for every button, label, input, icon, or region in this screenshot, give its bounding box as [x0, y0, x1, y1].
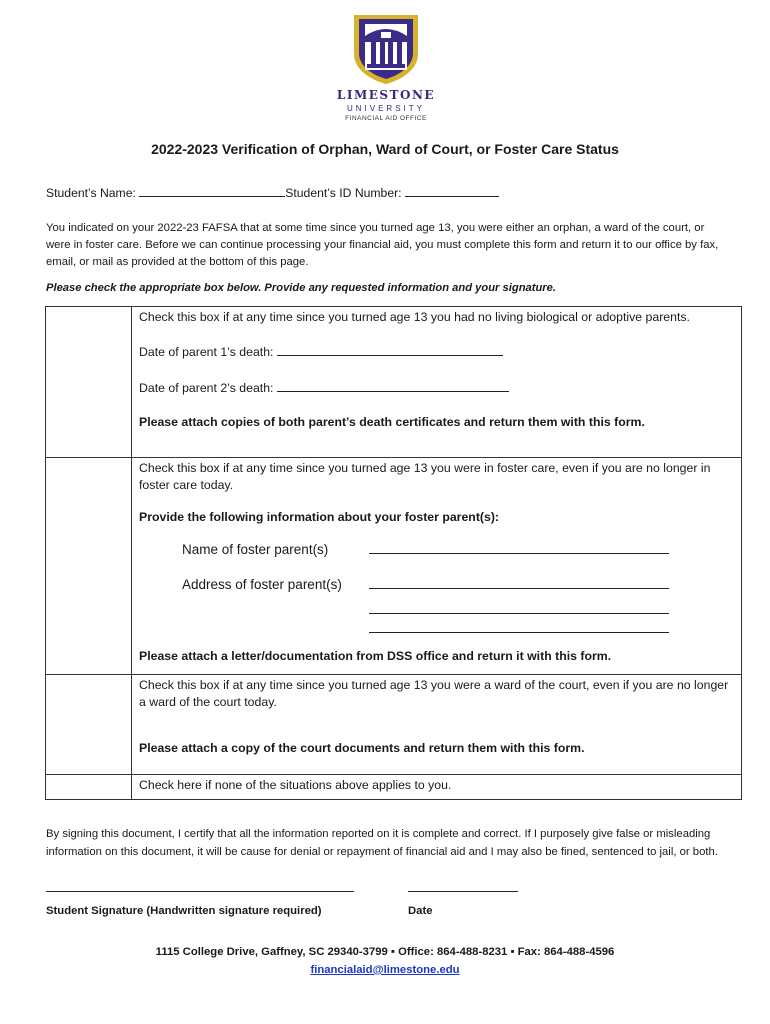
footer-email-wrap — [0, 964, 770, 976]
orphan-content — [139, 309, 731, 431]
orphan-checkbox[interactable] — [46, 307, 132, 457]
foster-name-field[interactable] — [369, 540, 669, 554]
logo-subtitle: UNIVERSITY — [346, 104, 425, 113]
instruction-text: Please check the appropriate box below. Provide any requested information and your signature. — [46, 282, 556, 294]
foster-address-field-1[interactable] — [369, 575, 669, 589]
foster-name-label: Name of foster parent(s) — [182, 542, 329, 557]
options-table — [45, 306, 742, 800]
none-text: Check here if none of the situations above applies to you. — [139, 778, 452, 792]
footer-email-link[interactable]: financialaid@limestone.edu — [310, 964, 460, 976]
foster-address-field-2[interactable] — [369, 595, 669, 614]
none-checkbox[interactable] — [46, 775, 132, 799]
parent1-death-line — [139, 342, 731, 361]
foster-checkbox[interactable] — [46, 458, 132, 674]
student-name-field[interactable] — [139, 183, 285, 197]
student-signature-label: Student Signature (Handwritten signature required) — [46, 905, 322, 917]
option-row-orphan — [46, 307, 741, 457]
foster-name-line — [182, 540, 731, 560]
foster-address-label: Address of foster parent(s) — [182, 577, 342, 592]
option-row-ward — [46, 674, 741, 774]
parent1-death-field[interactable] — [277, 342, 503, 356]
parent1-death-label: Date of parent 1’s death: — [139, 345, 277, 359]
option-row-foster — [46, 457, 741, 674]
crest-icon — [351, 12, 421, 86]
orphan-text: Check this box if at any time since you turned age 13 you had no living biological or adoptive parents. — [139, 310, 690, 324]
footer-address: 1115 College Drive, Gaffney, SC 29340-3799 ▪ Office: 864-488-8231 ▪ Fax: 864-488-4596 — [155, 946, 615, 958]
form-title: 2022-2023 Verification of Orphan, Ward of Court, or Foster Care Status — [151, 141, 619, 157]
intro-paragraph: You indicated on your 2022-23 FAFSA that at some time since you turned age 13, you were either an orphan, a ward of the court, or were in foster care. Before we can continue processing your financial aid, you must complete this form and return it to our office by fax, email, or mail as provided at the bottom of this page. — [46, 222, 719, 268]
foster-provide-heading: Provide the following information about your foster parent(s): — [139, 510, 500, 524]
foster-address-extra — [369, 595, 731, 633]
parent2-death-label: Date of parent 2’s death: — [139, 381, 277, 395]
ward-content — [139, 677, 731, 757]
date-label: Date — [408, 905, 433, 917]
orphan-attach-note: Please attach copies of both parent’s death certificates and return them with this form. — [139, 415, 645, 429]
ward-checkbox[interactable] — [46, 675, 132, 774]
foster-address-field-3[interactable] — [369, 614, 669, 633]
option-row-none — [46, 774, 741, 799]
student-info-line — [46, 183, 499, 202]
logo-office: FINANCIAL AID OFFICE — [345, 115, 427, 122]
student-id-field[interactable] — [405, 183, 499, 197]
date-field[interactable] — [408, 891, 518, 892]
ward-attach-note: Please attach a copy of the court documents and return them with this form. — [139, 741, 585, 755]
university-logo — [330, 12, 442, 124]
parent2-death-line — [139, 378, 731, 397]
student-name-label: Student’s Name: — [46, 186, 140, 200]
student-id-label: Student’s ID Number: — [285, 186, 405, 200]
certification-paragraph: By signing this document, I certify that all the information reported on it is complete and correct. If I purposely give false or misleading information on this document, it will be cause for denial or repayment of financial aid and I may also be fined, sentenced to jail, or both. — [46, 828, 718, 858]
parent2-death-field[interactable] — [277, 378, 509, 392]
foster-attach-note: Please attach a letter/documentation from DSS office and return it with this form. — [139, 649, 612, 663]
logo-name: LIMESTONE — [336, 88, 436, 102]
foster-content — [139, 460, 731, 665]
student-signature-field[interactable] — [46, 891, 354, 892]
foster-text: Check this box if at any time since you turned age 13 you were in foster care, even if you are no longer in foster care today. — [139, 461, 711, 492]
ward-text: Check this box if at any time since you turned age 13 you were a ward of the court, even if you are no longer a ward of the court today. — [139, 678, 729, 709]
foster-address-line — [182, 575, 731, 595]
